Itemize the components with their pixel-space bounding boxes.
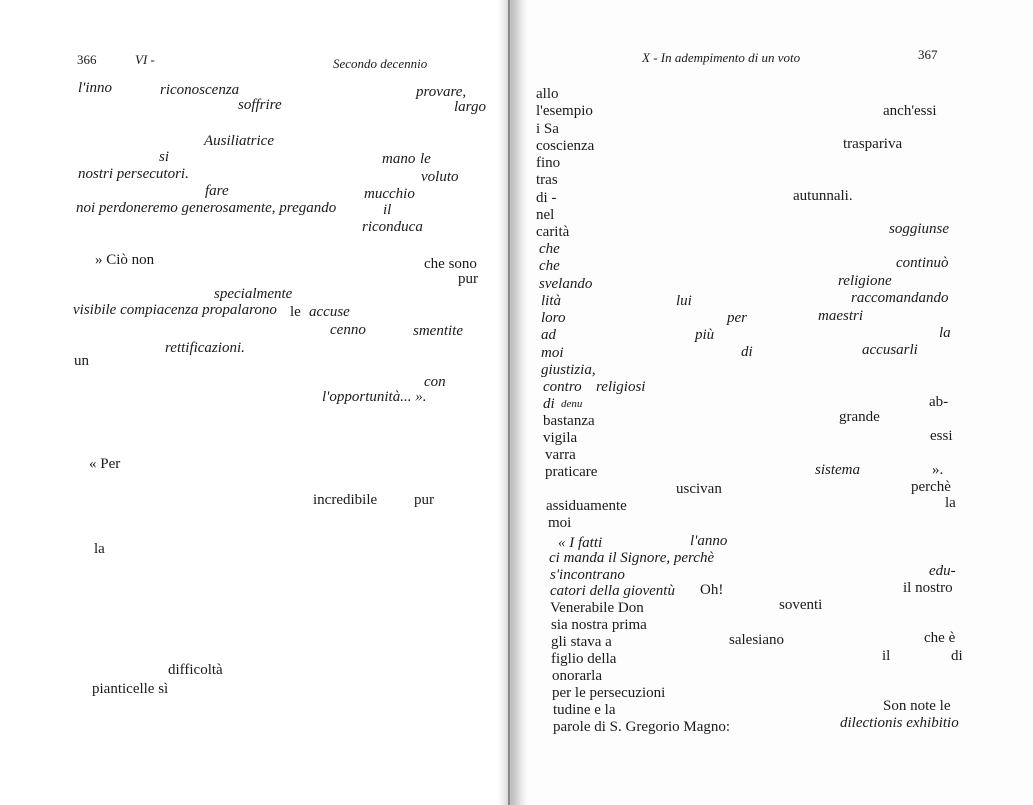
text-fragment: che	[539, 241, 560, 257]
text-fragment: l'opportunità... ».	[322, 389, 427, 405]
text-fragment: riconoscenza	[160, 82, 240, 98]
text-fragment: soggiunse	[889, 221, 949, 237]
text-fragment: sistema	[815, 462, 860, 478]
text-fragment: smentite	[413, 323, 463, 339]
text-fragment: un	[74, 353, 89, 369]
text-fragment: vigila	[543, 430, 578, 446]
text-fragment: accusarli	[862, 342, 918, 358]
text-fragment: le	[420, 151, 431, 167]
text-fragment: s'incontrano	[550, 567, 625, 583]
text-fragment: grande	[839, 409, 880, 425]
text-fragment: moi	[541, 345, 564, 361]
text-fragment: soventi	[779, 597, 823, 613]
text-fragment: ad	[541, 327, 556, 343]
text-fragment: gli stava a	[551, 634, 612, 650]
text-fragment: perchè	[911, 479, 951, 495]
text-fragment: moi	[548, 515, 572, 531]
text-fragment: di -	[536, 190, 557, 206]
text-fragment: la	[945, 495, 956, 511]
text-fragment: l'inno	[78, 80, 113, 96]
text-fragment: religione	[838, 273, 892, 289]
text-fragment: parole di S. Gregorio Magno:	[553, 719, 731, 735]
text-fragment: giustizia,	[541, 362, 596, 378]
text-fragment: che sono	[424, 256, 477, 272]
text-fragment: pur	[458, 271, 478, 287]
text-fragment: fare	[205, 183, 229, 199]
text-fragment: il	[882, 648, 891, 664]
text-fragment: i Sa	[536, 121, 559, 137]
text-fragment: nel	[536, 207, 555, 223]
text-fragment: sia nostra prima	[551, 617, 647, 633]
text-fragment: dilectionis exhibitio	[840, 715, 959, 731]
text-fragment: mano	[382, 151, 416, 167]
text-fragment: lità	[541, 293, 562, 309]
text-fragment: mucchio	[364, 186, 415, 202]
text-fragment: ».	[932, 462, 944, 478]
text-fragment: che	[539, 258, 560, 274]
left-page	[0, 0, 505, 805]
gutter-shadow-line	[508, 0, 510, 805]
text-fragment: noi perdoneremo generosamente, pregando	[76, 200, 337, 216]
text-fragment: specialmente	[214, 286, 293, 302]
text-fragment: Son note le	[883, 698, 951, 714]
text-fragment: assiduamente	[546, 498, 627, 514]
text-fragment: varra	[545, 447, 576, 463]
text-fragment: l'anno	[690, 533, 728, 549]
text-fragment: carità	[536, 224, 570, 240]
text-fragment: uscivan	[676, 481, 722, 497]
text-fragment: svelando	[539, 276, 593, 292]
text-fragment: figlio della	[551, 651, 617, 667]
text-fragment: provare,	[416, 84, 467, 100]
text-fragment: per le persecuzioni	[552, 685, 666, 701]
text-fragment: largo	[454, 99, 486, 115]
text-fragment: fino	[536, 155, 561, 171]
text-fragment: catori della gioventù	[550, 583, 675, 599]
text-fragment: riconduca	[362, 219, 423, 235]
text-fragment: più	[695, 327, 715, 343]
text-fragment: « I fatti	[558, 535, 603, 551]
text-fragment: l'esempio	[536, 103, 593, 119]
text-fragment: la	[94, 541, 105, 557]
text-fragment: raccomandando	[851, 290, 949, 306]
text-fragment: ci manda il Signore, perchè	[549, 550, 715, 566]
running-title: Secondo decennio	[333, 56, 428, 71]
text-fragment: salesiano	[729, 632, 784, 648]
text-fragment: maestri	[818, 308, 863, 324]
text-fragment: tudine e la	[553, 702, 616, 718]
text-fragment: cenno	[330, 322, 366, 338]
text-fragment: il	[383, 202, 392, 218]
text-fragment: praticare	[545, 464, 598, 480]
text-fragment: bastanza	[543, 413, 595, 429]
text-fragment: nostri persecutori.	[78, 166, 189, 182]
text-fragment: Ausiliatrice	[204, 133, 274, 149]
text-fragment: il nostro	[903, 580, 953, 596]
text-fragment: ab-	[929, 394, 949, 410]
text-fragment: Venerabile Don	[550, 600, 644, 616]
text-fragment: traspariva	[843, 136, 903, 152]
text-fragment: anch'essi	[883, 103, 937, 119]
page-number: 366	[77, 52, 97, 67]
text-fragment: denu	[561, 398, 583, 410]
page-number: 367	[918, 47, 938, 62]
text-fragment: pur	[414, 492, 434, 508]
text-fragment: coscienza	[536, 138, 595, 154]
text-fragment: incredibile	[313, 492, 378, 508]
text-fragment: tras	[536, 172, 558, 188]
text-fragment: voluto	[421, 169, 459, 185]
book-gutter	[498, 0, 528, 805]
text-fragment: loro	[541, 310, 566, 326]
running-title: X - In adempimento di un voto	[642, 50, 801, 65]
text-fragment: allo	[536, 86, 559, 102]
text-fragment: per	[727, 310, 747, 326]
chapter-marker: VI -	[135, 52, 155, 67]
text-fragment: visibile compiacenza propalarono	[73, 302, 277, 318]
text-fragment: di	[741, 344, 753, 360]
text-fragment: onorarla	[552, 668, 602, 684]
text-fragment: accuse	[309, 304, 350, 320]
text-fragment: le	[290, 304, 301, 320]
text-fragment: religiosi	[596, 379, 646, 395]
text-fragment: edu-	[929, 563, 956, 579]
text-fragment: pianticelle sì	[92, 681, 169, 697]
text-fragment: continuò	[896, 255, 949, 271]
text-fragment: soffrire	[238, 97, 282, 113]
text-fragment: « Per	[89, 456, 121, 472]
text-fragment: di	[951, 648, 963, 664]
text-fragment: essi	[930, 428, 953, 444]
text-fragment: la	[939, 325, 951, 341]
text-fragment: che è	[924, 630, 956, 646]
text-fragment: si	[159, 149, 170, 165]
right-page	[505, 0, 1033, 805]
text-fragment: autunnali.	[793, 188, 853, 204]
text-fragment: di	[543, 396, 555, 412]
text-fragment: difficoltà	[168, 662, 223, 678]
text-fragment: lui	[676, 293, 692, 309]
text-fragment: » Ciò non	[95, 252, 155, 268]
text-fragment: contro	[543, 379, 582, 395]
text-fragment: rettificazioni.	[165, 340, 245, 356]
text-fragment: Oh!	[700, 582, 724, 598]
text-fragment: con	[424, 374, 446, 390]
